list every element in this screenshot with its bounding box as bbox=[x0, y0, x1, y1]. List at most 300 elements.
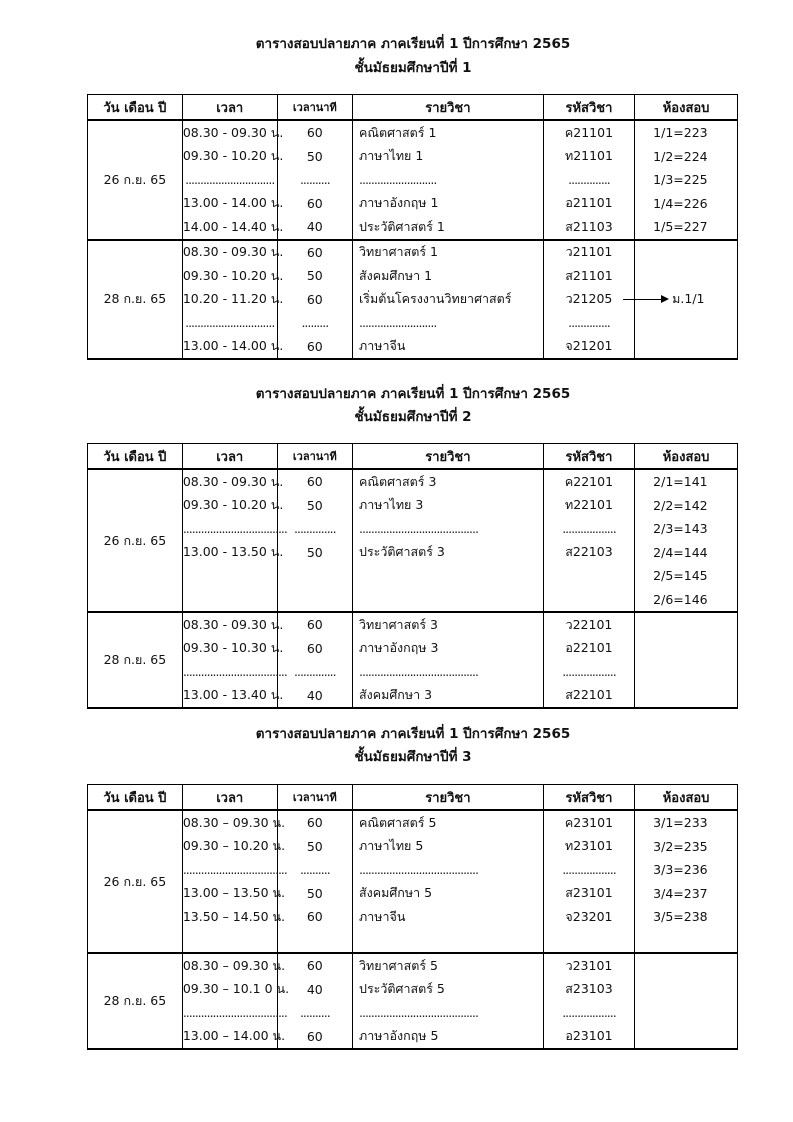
subject-text: ภาษาไทย 1 bbox=[359, 148, 424, 164]
header-room: ห้องสอบ bbox=[635, 785, 738, 811]
time-text: ................................... bbox=[182, 664, 287, 680]
code-text: ค22101 bbox=[564, 473, 614, 489]
table-row bbox=[88, 660, 738, 684]
time-cell bbox=[182, 835, 286, 859]
minutes-cell bbox=[277, 637, 352, 661]
header-date: วัน เดือน ปี bbox=[88, 444, 183, 470]
code-cell bbox=[543, 120, 634, 145]
minutes-text: 60 bbox=[306, 958, 323, 974]
date-cell: 26 ก.ย. 65 bbox=[88, 469, 183, 612]
time-text: .............................. bbox=[185, 172, 275, 188]
header-code: รหัสวิชา bbox=[543, 444, 634, 470]
time-text: 13.50 – 14.50 น. bbox=[182, 908, 286, 924]
table-row bbox=[88, 145, 738, 169]
time-cell bbox=[182, 810, 286, 835]
code-text: ส22103 bbox=[565, 544, 613, 560]
table-row bbox=[88, 288, 738, 312]
room-cell bbox=[635, 858, 738, 882]
code-cell bbox=[543, 978, 634, 1002]
code-cell bbox=[543, 612, 634, 637]
table-row bbox=[88, 882, 738, 906]
section-subtitle: ชั้นมัธยมศึกษาปีที่ 1 bbox=[354, 60, 472, 76]
header-time: เวลา bbox=[182, 785, 277, 811]
table-row bbox=[88, 240, 738, 265]
minutes-cell bbox=[277, 311, 352, 335]
room-cell bbox=[635, 541, 738, 565]
subject-text: สังคมศึกษา 5 bbox=[359, 885, 433, 901]
code-cell bbox=[543, 240, 634, 265]
subject-cell bbox=[353, 858, 544, 882]
subject-text: ประวัติศาสตร์ 5 bbox=[359, 981, 445, 997]
subject-cell bbox=[353, 929, 544, 954]
minutes-text: .......... bbox=[299, 862, 330, 878]
room-cell bbox=[635, 953, 738, 978]
subject-text: ภาษาอังกฤษ 5 bbox=[359, 1028, 439, 1044]
header-subject: รายวิชา bbox=[353, 444, 544, 470]
time-cell bbox=[182, 905, 286, 929]
subject-text: ภาษาไทย 3 bbox=[359, 497, 424, 513]
table-row bbox=[88, 564, 738, 588]
code-cell bbox=[543, 588, 634, 613]
code-text: อ21101 bbox=[565, 195, 613, 211]
table-row bbox=[88, 810, 738, 835]
time-cell bbox=[182, 240, 284, 265]
subject-cell bbox=[353, 240, 544, 265]
room-cell bbox=[635, 835, 738, 859]
minutes-text: 40 bbox=[306, 219, 323, 235]
code-cell bbox=[543, 953, 634, 978]
section-title: ตารางสอบปลายภาค ภาคเรียนที่ 1 ปีการศึกษา 2565 bbox=[255, 36, 571, 52]
time-cell bbox=[182, 953, 286, 978]
time-cell bbox=[182, 612, 284, 637]
minutes-text: 50 bbox=[306, 148, 323, 164]
table-row bbox=[88, 311, 738, 335]
minutes-cell bbox=[277, 240, 352, 265]
subject-cell bbox=[353, 1001, 544, 1025]
code-cell bbox=[543, 637, 634, 661]
minutes-text: .......... bbox=[299, 1005, 330, 1021]
subject-text: สังคมศึกษา 3 bbox=[359, 687, 433, 703]
table-row bbox=[88, 517, 738, 541]
code-text: ท21101 bbox=[564, 148, 613, 164]
header-time: เวลา bbox=[182, 95, 277, 121]
subject-cell bbox=[353, 120, 544, 145]
time-text: 13.00 – 14.00 น. bbox=[182, 1028, 286, 1044]
code-text: ส23101 bbox=[565, 885, 613, 901]
room-cell bbox=[635, 192, 738, 216]
date-cell: 26 ก.ย. 65 bbox=[88, 810, 183, 953]
code-cell bbox=[543, 335, 634, 360]
section-subtitle: ชั้นมัธยมศึกษาปีที่ 2 bbox=[354, 409, 472, 425]
time-text: 13.00 - 14.00 น. bbox=[182, 338, 284, 354]
subject-text: ประวัติศาสตร์ 3 bbox=[359, 544, 445, 560]
table-row bbox=[88, 192, 738, 216]
header-subject: รายวิชา bbox=[353, 785, 544, 811]
code-text: ว23101 bbox=[565, 957, 613, 973]
minutes-text: 60 bbox=[306, 338, 323, 354]
time-cell bbox=[182, 120, 284, 145]
date-cell: 28 ก.ย. 65 bbox=[88, 953, 183, 1049]
time-cell bbox=[182, 684, 284, 709]
table-row bbox=[88, 215, 738, 240]
table-row bbox=[88, 1001, 738, 1025]
time-cell bbox=[182, 588, 277, 613]
arrow-icon bbox=[623, 289, 704, 309]
table-row bbox=[88, 541, 738, 565]
code-text: ท23101 bbox=[564, 838, 613, 854]
subject-text: เริ่มต้นโครงงานวิทยาศาสตร์ bbox=[359, 291, 512, 307]
code-cell bbox=[543, 145, 634, 169]
subject-cell bbox=[353, 684, 544, 709]
minutes-cell bbox=[277, 953, 352, 978]
code-cell bbox=[543, 564, 634, 588]
table-row bbox=[88, 168, 738, 192]
minutes-cell bbox=[277, 335, 352, 360]
room-text: 2/3=143 bbox=[653, 521, 708, 537]
minutes-cell bbox=[277, 120, 352, 145]
code-text: ว21101 bbox=[565, 244, 613, 260]
table-row bbox=[88, 335, 738, 360]
minutes-cell bbox=[277, 168, 352, 192]
header-room: ห้องสอบ bbox=[635, 444, 738, 470]
time-cell bbox=[182, 882, 286, 906]
code-text: ว22101 bbox=[565, 616, 613, 632]
room-cell bbox=[635, 240, 738, 265]
time-cell bbox=[182, 637, 284, 661]
code-text: ว21205 bbox=[565, 291, 613, 307]
code-cell bbox=[543, 929, 634, 954]
time-cell bbox=[182, 978, 290, 1002]
subject-text: ภาษาไทย 5 bbox=[359, 838, 424, 854]
time-text: 13.00 - 13.50 น. bbox=[182, 544, 284, 560]
header-room: ห้องสอบ bbox=[635, 95, 738, 121]
room-cell bbox=[635, 120, 738, 145]
subject-text: คณิตศาสตร์ 3 bbox=[359, 473, 437, 489]
subject-cell bbox=[353, 612, 544, 637]
subject-text: สังคมศึกษา 1 bbox=[359, 267, 433, 283]
code-text: อ23101 bbox=[565, 1028, 613, 1044]
room-text: 2/1=141 bbox=[653, 474, 708, 490]
minutes-cell bbox=[277, 264, 352, 288]
time-text: 08.30 – 09.30 น. bbox=[182, 957, 286, 973]
subject-text: .......................... bbox=[359, 315, 437, 331]
time-text: 09.30 - 10.20 น. bbox=[182, 497, 284, 513]
table-row bbox=[88, 684, 738, 709]
time-cell bbox=[182, 494, 284, 518]
minutes-text: ......... bbox=[301, 315, 329, 331]
exam-schedule-table bbox=[87, 443, 738, 709]
minutes-cell bbox=[277, 1001, 352, 1025]
subject-text: ........................................ bbox=[359, 862, 478, 878]
time-cell bbox=[182, 145, 284, 169]
subject-cell bbox=[353, 145, 544, 169]
subject-text: ภาษาจีน bbox=[359, 908, 406, 924]
time-cell bbox=[182, 168, 277, 192]
room-cell bbox=[635, 660, 738, 684]
code-cell bbox=[543, 288, 634, 312]
subject-cell bbox=[353, 517, 544, 541]
subject-text: ........................................ bbox=[359, 1005, 478, 1021]
time-text: 09.30 - 10.30 น. bbox=[182, 640, 284, 656]
time-cell bbox=[182, 564, 277, 588]
subject-cell bbox=[353, 905, 544, 929]
subject-cell bbox=[353, 564, 544, 588]
minutes-text: 60 bbox=[306, 474, 323, 490]
room-text: 3/1=233 bbox=[653, 815, 708, 831]
subject-text: วิทยาศาสตร์ 5 bbox=[359, 957, 438, 973]
exam-schedule-table bbox=[87, 784, 738, 1050]
minutes-text: 60 bbox=[306, 125, 323, 141]
code-text: ส21103 bbox=[565, 218, 613, 234]
subject-cell bbox=[353, 264, 544, 288]
code-cell bbox=[543, 1025, 634, 1050]
subject-cell bbox=[353, 882, 544, 906]
table-row bbox=[88, 1025, 738, 1050]
room-text: 2/5=145 bbox=[653, 568, 708, 584]
exam-schedule-table bbox=[87, 94, 738, 360]
code-text: .............. bbox=[568, 172, 610, 188]
minutes-cell bbox=[277, 588, 352, 613]
time-text: 13.00 - 13.40 น. bbox=[182, 687, 284, 703]
code-cell bbox=[543, 835, 634, 859]
time-text: ................................... bbox=[182, 521, 287, 537]
subject-cell bbox=[353, 978, 544, 1002]
room-text: 3/3=236 bbox=[653, 862, 708, 878]
room-cell bbox=[635, 588, 738, 613]
minutes-text: 50 bbox=[306, 497, 323, 513]
room-cell bbox=[635, 637, 738, 661]
time-text: 14.00 - 14.40 น. bbox=[182, 218, 284, 234]
room-cell bbox=[635, 264, 738, 288]
code-text: จ23201 bbox=[565, 908, 613, 924]
minutes-text: 60 bbox=[306, 640, 323, 656]
room-text: 2/4=144 bbox=[653, 544, 708, 560]
subject-cell bbox=[353, 168, 544, 192]
table-row bbox=[88, 929, 738, 954]
time-text: 08.30 – 09.30 น. bbox=[182, 814, 286, 830]
time-cell bbox=[182, 541, 284, 565]
code-text: ค23101 bbox=[564, 814, 614, 830]
subject-cell bbox=[353, 469, 544, 494]
minutes-cell bbox=[277, 145, 352, 169]
subject-cell bbox=[353, 215, 544, 240]
subject-text: ประวัติศาสตร์ 1 bbox=[359, 218, 445, 234]
minutes-text: 60 bbox=[306, 1028, 323, 1044]
room-text: 1/3=225 bbox=[653, 172, 708, 188]
code-text: .................. bbox=[562, 664, 616, 680]
time-cell bbox=[182, 929, 277, 954]
subject-cell bbox=[353, 588, 544, 613]
minutes-text: 40 bbox=[306, 981, 323, 997]
room-cell bbox=[635, 929, 738, 954]
room-cell bbox=[635, 810, 738, 835]
subject-cell bbox=[353, 1025, 544, 1050]
time-text: 08.30 - 09.30 น. bbox=[182, 616, 284, 632]
table-row bbox=[88, 637, 738, 661]
header-date: วัน เดือน ปี bbox=[88, 95, 183, 121]
code-text: .................. bbox=[562, 1005, 616, 1021]
minutes-text: .............. bbox=[294, 664, 336, 680]
header-code: รหัสวิชา bbox=[543, 785, 634, 811]
code-cell bbox=[543, 215, 634, 240]
time-cell bbox=[182, 311, 277, 335]
room-cell bbox=[635, 978, 738, 1002]
section-title: ตารางสอบปลายภาค ภาคเรียนที่ 1 ปีการศึกษา 2565 bbox=[255, 726, 571, 742]
subject-text: ........................................ bbox=[359, 664, 478, 680]
room-cell bbox=[635, 311, 738, 335]
table-row bbox=[88, 264, 738, 288]
minutes-cell bbox=[277, 660, 352, 684]
minutes-cell bbox=[277, 835, 352, 859]
code-text: .................. bbox=[562, 862, 616, 878]
minutes-text: 60 bbox=[306, 909, 323, 925]
header-time: เวลา bbox=[182, 444, 277, 470]
time-cell bbox=[182, 215, 284, 240]
minutes-cell bbox=[277, 469, 352, 494]
minutes-cell bbox=[277, 858, 352, 882]
code-cell bbox=[543, 311, 634, 335]
time-text: ................................... bbox=[182, 862, 287, 878]
table-row bbox=[88, 858, 738, 882]
room-text: 3/2=235 bbox=[653, 838, 708, 854]
room-text: 1/2=224 bbox=[653, 148, 708, 164]
time-text: 13.00 - 14.00 น. bbox=[182, 195, 284, 211]
minutes-text: .............. bbox=[294, 521, 336, 537]
time-text: ................................... bbox=[182, 1005, 287, 1021]
room-text: 3/5=238 bbox=[653, 909, 708, 925]
subject-cell bbox=[353, 541, 544, 565]
table-row bbox=[88, 120, 738, 145]
time-cell bbox=[182, 264, 284, 288]
table-row bbox=[88, 978, 738, 1002]
minutes-cell bbox=[277, 517, 352, 541]
time-text: 09.30 - 10.20 น. bbox=[182, 267, 284, 283]
room-text: 1/1=223 bbox=[653, 125, 708, 141]
code-text: ส21101 bbox=[565, 267, 613, 283]
header-date: วัน เดือน ปี bbox=[88, 785, 183, 811]
minutes-text: 60 bbox=[306, 291, 323, 307]
code-cell bbox=[543, 1001, 634, 1025]
room-text: 3/4=237 bbox=[653, 885, 708, 901]
minutes-cell bbox=[277, 882, 352, 906]
table-row bbox=[88, 612, 738, 637]
minutes-cell bbox=[277, 612, 352, 637]
code-cell bbox=[543, 168, 634, 192]
table-row bbox=[88, 953, 738, 978]
subject-cell bbox=[353, 953, 544, 978]
time-cell bbox=[182, 660, 287, 684]
time-text: 09.30 – 10.20 น. bbox=[182, 838, 286, 854]
subject-text: คณิตศาสตร์ 5 bbox=[359, 814, 437, 830]
minutes-cell bbox=[277, 564, 352, 588]
subject-text: คณิตศาสตร์ 1 bbox=[359, 124, 437, 140]
code-cell bbox=[543, 264, 634, 288]
code-cell bbox=[543, 858, 634, 882]
header-minutes: เวลานาที bbox=[277, 785, 352, 811]
minutes-text: 60 bbox=[306, 244, 323, 260]
minutes-text: 60 bbox=[306, 815, 323, 831]
room-text: 1/5=227 bbox=[653, 219, 708, 235]
subject-cell bbox=[353, 335, 544, 360]
code-text: อ22101 bbox=[565, 640, 613, 656]
table-row bbox=[88, 469, 738, 494]
minutes-text: .......... bbox=[299, 172, 330, 188]
minutes-cell bbox=[277, 905, 352, 929]
room-cell bbox=[635, 905, 738, 929]
room-cell bbox=[635, 684, 738, 709]
time-text: 09.30 – 10.1 0 น. bbox=[182, 981, 290, 997]
code-text: ส22101 bbox=[565, 687, 613, 703]
time-cell bbox=[182, 1001, 287, 1025]
minutes-text: 60 bbox=[306, 195, 323, 211]
code-text: ค21101 bbox=[564, 124, 614, 140]
time-cell bbox=[182, 1025, 286, 1050]
minutes-cell bbox=[277, 215, 352, 240]
room-cell bbox=[635, 882, 738, 906]
code-cell bbox=[543, 494, 634, 518]
subject-cell bbox=[353, 835, 544, 859]
subject-cell bbox=[353, 288, 544, 312]
room-cell bbox=[635, 168, 738, 192]
code-cell bbox=[543, 684, 634, 709]
time-cell bbox=[182, 192, 284, 216]
room-cell bbox=[635, 335, 738, 360]
room-cell bbox=[635, 1001, 738, 1025]
minutes-cell bbox=[277, 1025, 352, 1050]
subject-text: .......................... bbox=[359, 172, 437, 188]
time-cell bbox=[182, 288, 284, 312]
room-cell bbox=[635, 612, 738, 637]
minutes-cell bbox=[277, 810, 352, 835]
subject-cell bbox=[353, 637, 544, 661]
minutes-text: 60 bbox=[306, 617, 323, 633]
header-minutes: เวลานาที bbox=[277, 444, 352, 470]
room-text: 2/6=146 bbox=[653, 591, 708, 607]
header-code: รหัสวิชา bbox=[543, 95, 634, 121]
room-cell bbox=[635, 494, 738, 518]
minutes-text: 50 bbox=[306, 544, 323, 560]
minutes-cell bbox=[277, 192, 352, 216]
code-cell bbox=[543, 469, 634, 494]
time-text: 09.30 - 10.20 น. bbox=[182, 148, 284, 164]
time-text: 10.20 - 11.20 น. bbox=[182, 291, 284, 307]
room-cell bbox=[635, 145, 738, 169]
code-cell bbox=[543, 517, 634, 541]
subject-text: ภาษาอังกฤษ 1 bbox=[359, 195, 439, 211]
room-cell bbox=[635, 215, 738, 240]
section-title: ตารางสอบปลายภาค ภาคเรียนที่ 1 ปีการศึกษา 2565 bbox=[255, 386, 571, 402]
time-cell bbox=[182, 517, 287, 541]
time-text: 08.30 - 09.30 น. bbox=[182, 473, 284, 489]
room-text: 1/4=226 bbox=[653, 195, 708, 211]
code-text: .............. bbox=[568, 315, 610, 331]
table-row bbox=[88, 494, 738, 518]
room-cell bbox=[635, 564, 738, 588]
table-row bbox=[88, 588, 738, 613]
date-cell: 26 ก.ย. 65 bbox=[88, 120, 183, 240]
code-cell bbox=[543, 905, 634, 929]
minutes-text: 50 bbox=[306, 885, 323, 901]
header-minutes: เวลานาที bbox=[277, 95, 352, 121]
code-text: จ21201 bbox=[565, 338, 613, 354]
subject-cell bbox=[353, 311, 544, 335]
subject-cell bbox=[353, 494, 544, 518]
code-text: .................. bbox=[562, 521, 616, 537]
time-cell bbox=[182, 469, 284, 494]
time-text: 08.30 - 09.30 น. bbox=[182, 124, 284, 140]
minutes-text: 40 bbox=[306, 687, 323, 703]
minutes-cell bbox=[277, 929, 352, 954]
